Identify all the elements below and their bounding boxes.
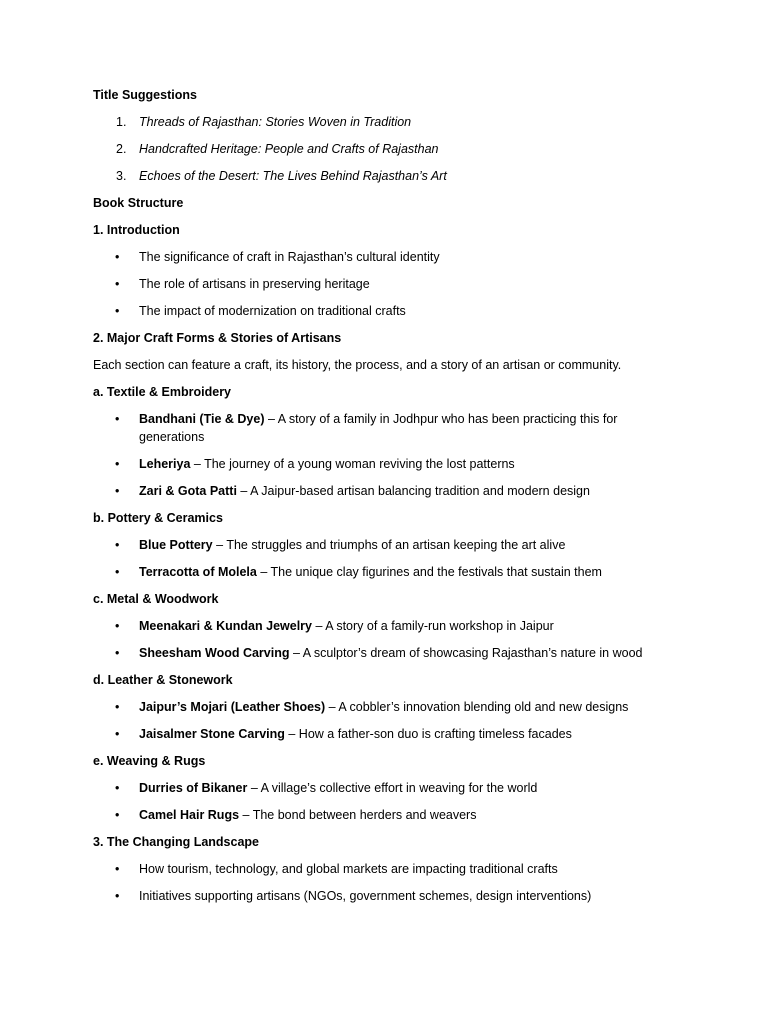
- list-item: • Meenakari & Kundan Jewelry – A story of a family-run workshop in Jaipur: [115, 619, 554, 633]
- list-item: • How tourism, technology, and global markets are impacting traditional crafts: [115, 862, 558, 876]
- title-suggestions-heading: Title Suggestions: [93, 88, 197, 102]
- major-crafts-intro: Each section can feature a craft, its history, the process, and a story of an artisan or community.: [93, 358, 622, 372]
- bullet-icon: •: [115, 781, 120, 795]
- bullet-icon: •: [115, 538, 120, 552]
- bullet-icon: •: [115, 277, 120, 291]
- list-item: • Sheesham Wood Carving – A sculptor’s dream of showcasing Rajasthan’s nature in wood: [115, 646, 643, 660]
- major-crafts-heading: 2. Major Craft Forms & Stories of Artisans: [93, 331, 342, 345]
- metal-list: [93, 617, 673, 662]
- list-item: • Jaipur’s Mojari (Leather Shoes) – A cobbler’s innovation blending old and new designs: [115, 700, 629, 714]
- title-suggestion-item: 1. Threads of Rajasthan: Stories Woven in Tradition: [116, 115, 412, 129]
- bullet-icon: •: [115, 565, 120, 579]
- changing-landscape-list: [93, 860, 673, 905]
- bullet-icon: •: [115, 862, 120, 876]
- bullet-icon: •: [115, 889, 120, 903]
- list-item: • The significance of craft in Rajasthan’s cultural identity: [115, 250, 440, 264]
- list-item: • Terracotta of Molela – The unique clay figurines and the festivals that sustain them: [115, 565, 602, 579]
- list-item: • Camel Hair Rugs – The bond between herders and weavers: [115, 808, 477, 822]
- metal-heading: c. Metal & Woodwork: [93, 592, 219, 606]
- list-item: • Initiatives supporting artisans (NGOs, government schemes, design interventions): [115, 889, 592, 903]
- list-item: • Jaisalmer Stone Carving – How a father-son duo is crafting timeless facades: [115, 727, 572, 741]
- bullet-icon: •: [115, 619, 120, 633]
- list-item: • Leheriya – The journey of a young woman reviving the lost patterns: [115, 457, 515, 471]
- leather-heading: d. Leather & Stonework: [93, 673, 233, 687]
- textile-heading: a. Textile & Embroidery: [93, 385, 232, 399]
- bullet-icon: •: [115, 457, 120, 471]
- list-item: • Zari & Gota Patti – A Jaipur-based artisan balancing tradition and modern design: [115, 484, 590, 498]
- bullet-icon: •: [115, 727, 120, 741]
- pottery-heading: b. Pottery & Ceramics: [93, 511, 223, 525]
- bullet-icon: •: [115, 484, 120, 498]
- changing-landscape-heading: 3. The Changing Landscape: [93, 835, 259, 849]
- bullet-icon: •: [115, 412, 120, 426]
- list-item: • Blue Pottery – The struggles and triumphs of an artisan keeping the art alive: [115, 538, 566, 552]
- list-item: • The role of artisans in preserving heritage: [115, 277, 370, 291]
- title-suggestions-list: [93, 113, 673, 185]
- bullet-icon: •: [115, 700, 120, 714]
- document-page: [93, 86, 673, 914]
- list-item: • Durries of Bikaner – A village’s collective effort in weaving for the world: [115, 781, 538, 795]
- pottery-list: [93, 536, 673, 581]
- list-item: • The impact of modernization on traditional crafts: [115, 304, 406, 318]
- textile-list: [93, 410, 673, 500]
- leather-list: [93, 698, 673, 743]
- weaving-list: [93, 779, 673, 824]
- title-suggestion-item: 2. Handcrafted Heritage: People and Crafts of Rajasthan: [116, 142, 439, 156]
- introduction-list: [93, 248, 673, 320]
- introduction-heading: 1. Introduction: [93, 223, 180, 237]
- bullet-icon: •: [115, 646, 120, 660]
- list-item: • Bandhani (Tie & Dye) – A story of a family in Jodhpur who has been practicing this for generations: [115, 412, 618, 444]
- book-structure-heading: Book Structure: [93, 196, 184, 210]
- bullet-icon: •: [115, 808, 120, 822]
- title-suggestion-item: 3. Echoes of the Desert: The Lives Behind Rajasthan’s Art: [116, 169, 447, 183]
- bullet-icon: •: [115, 250, 120, 264]
- weaving-heading: e. Weaving & Rugs: [93, 754, 206, 768]
- bullet-icon: •: [115, 304, 120, 318]
